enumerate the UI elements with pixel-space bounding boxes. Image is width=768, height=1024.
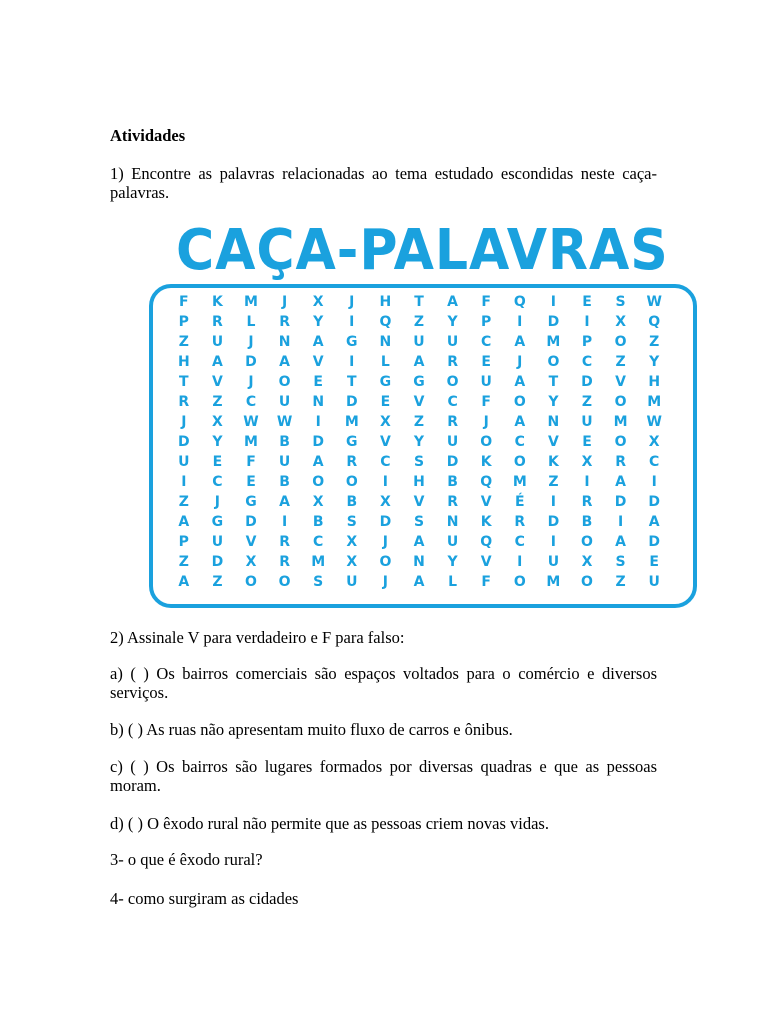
grid-letter: A [279, 354, 291, 370]
grid-letter: M [512, 474, 527, 490]
grid-letter: U [581, 414, 593, 430]
grid-letter: M [344, 414, 359, 430]
grid-letter: X [648, 434, 660, 450]
grid-letter: D [245, 514, 257, 530]
grid-letter: T [414, 294, 424, 310]
grid-letter: A [514, 334, 526, 350]
grid-letter: D [345, 394, 358, 410]
grid-letter: Z [178, 554, 189, 570]
grid-letter: N [547, 414, 560, 430]
grid-letter: U [446, 334, 459, 350]
grid-letter: U [446, 434, 459, 450]
grid-letter: C [447, 394, 458, 410]
grid-letter: B [581, 514, 593, 530]
grid-letter: N [278, 334, 291, 350]
grid-letter: R [178, 394, 190, 410]
grid-letter: H [379, 294, 392, 310]
grid-letter: X [346, 554, 358, 570]
grid-letter: K [480, 514, 492, 530]
grid-letter: D [245, 354, 257, 370]
grid-letter: M [613, 414, 628, 430]
grid-letter: X [379, 414, 391, 430]
grid-letter: A [211, 354, 223, 370]
grid-letter: I [550, 534, 556, 550]
grid-letter: C [649, 454, 660, 470]
grid-letter: X [312, 494, 324, 510]
grid-letter: I [517, 554, 523, 570]
grid-letter: E [313, 374, 323, 390]
grid-letter: J [281, 294, 288, 310]
statement-b: b) ( ) As ruas não apresentam muito fluxo de carros e ônibus. [110, 720, 513, 739]
grid-letter: V [480, 554, 492, 570]
grid-letter: M [244, 294, 258, 310]
grid-letter: G [379, 374, 392, 390]
grid-letter: O [581, 534, 593, 550]
grid-letter: O [614, 334, 627, 350]
grid-letter: V [413, 494, 425, 510]
grid-letter: I [315, 414, 321, 430]
grid-letter: F [481, 294, 491, 310]
grid-letter: V [379, 434, 391, 450]
grid-letter: I [550, 494, 556, 510]
grid-letter: J [248, 374, 254, 390]
grid-letter: Z [615, 574, 626, 590]
grid-letter: J [214, 494, 220, 510]
grid-letter: E [212, 454, 223, 470]
grid-letter: A [413, 534, 425, 550]
grid-letter: X [312, 294, 324, 310]
grid-letter: Z [178, 494, 189, 510]
grid-letter: Z [581, 394, 593, 410]
grid-letter: O [379, 554, 392, 570]
grid-letter: D [614, 494, 627, 510]
grid-letter: P [178, 314, 189, 330]
grid-letter: Q [480, 534, 493, 550]
grid-letter: Y [313, 314, 324, 330]
grid-letter: M [244, 434, 258, 450]
grid-letter: I [651, 474, 657, 490]
grid-letter: C [245, 394, 257, 410]
grid-letter: U [346, 574, 358, 590]
grid-letter: I [617, 514, 624, 530]
grid-letter: Z [178, 334, 189, 350]
grid-letter: J [382, 534, 388, 550]
grid-letter: H [177, 354, 190, 370]
grid-letter: F [179, 294, 189, 310]
grid-letter: Z [212, 574, 223, 590]
grid-letter: Y [649, 354, 660, 370]
grid-letter: I [349, 354, 355, 370]
grid-letter: P [481, 314, 492, 330]
question-1: 1) Encontre as palavras relacionadas ao tema estudado escondidas neste caça-palavras. [110, 164, 657, 202]
grid-letter: D [547, 314, 560, 330]
grid-letter: Z [615, 354, 626, 370]
grid-letter: U [278, 394, 291, 410]
grid-letter: G [346, 334, 358, 350]
grid-letter: X [379, 494, 391, 510]
grid-letter: M [647, 394, 662, 410]
grid-letter: V [312, 354, 324, 370]
grid-letter: O [278, 574, 291, 590]
grid-letter: G [245, 494, 257, 510]
grid-letter: A [615, 474, 627, 490]
grid-letter: O [513, 394, 526, 410]
grid-letter: V [245, 534, 257, 550]
grid-letter: R [279, 554, 290, 570]
grid-letter: J [382, 574, 388, 590]
grid-letter: S [413, 454, 425, 470]
statement-d: d) ( ) O êxodo rural não permite que as pessoas criem novas vidas. [110, 814, 549, 833]
statement-a: a) ( ) Os bairros comerciais são espaços voltados para o comércio e diversos serviços. [110, 664, 657, 702]
grid-letter: M [546, 574, 561, 590]
grid-letter: R [212, 314, 223, 330]
grid-letter: S [413, 514, 425, 530]
grid-letter: B [312, 514, 324, 530]
grid-letter: W [646, 414, 662, 430]
grid-letter: R [447, 414, 458, 430]
grid-letter: O [278, 374, 291, 390]
grid-letter: W [276, 414, 293, 430]
grid-letter: U [648, 574, 660, 590]
word-search-grid [167, 292, 671, 592]
grid-letter: Z [649, 334, 660, 350]
grid-letter: O [245, 574, 257, 590]
grid-letter: E [380, 394, 391, 410]
grid-letter: E [649, 554, 659, 570]
grid-letter: C [514, 534, 525, 550]
grid-letter: V [413, 394, 425, 410]
grid-letter: Q [379, 314, 392, 330]
grid-letter: A [413, 574, 425, 590]
grid-letter: W [646, 294, 662, 310]
grid-letter: U [446, 534, 459, 550]
grid-letter: G [413, 374, 425, 390]
grid-letter: R [279, 314, 290, 330]
grid-letter: J [181, 414, 187, 430]
grid-letter: J [483, 414, 489, 430]
grid-letter: D [446, 454, 459, 470]
grid-letter: U [278, 454, 291, 470]
grid-letter: N [379, 334, 392, 350]
grid-letter: E [582, 434, 592, 450]
grid-letter: V [615, 374, 627, 390]
grid-letter: C [380, 454, 391, 470]
activities-heading: Atividades [110, 126, 186, 145]
grid-letter: D [379, 514, 392, 530]
grid-letter: I [281, 514, 288, 530]
question-3: 3- o que é êxodo rural? [110, 850, 263, 869]
grid-letter: M [546, 334, 561, 350]
grid-letter: D [648, 494, 660, 510]
grid-letter: X [581, 554, 593, 570]
grid-letter: Q [648, 314, 661, 330]
grid-letter: G [211, 514, 224, 530]
grid-letter: D [177, 434, 190, 450]
grid-letter: K [211, 294, 223, 310]
grid-letter: C [581, 354, 593, 370]
grid-letter: O [446, 374, 459, 390]
grid-letter: R [447, 494, 458, 510]
grid-letter: O [345, 474, 358, 490]
grid-letter: H [413, 474, 425, 490]
puzzle-title: CAÇA-PALAVRAS [176, 218, 669, 283]
grid-letter: R [514, 514, 526, 530]
grid-letter: R [615, 454, 626, 470]
grid-letter: I [517, 314, 523, 330]
grid-letter: A [615, 534, 627, 550]
grid-letter: V [480, 494, 492, 510]
grid-letter: Z [548, 474, 559, 490]
grid-letter: Y [212, 434, 223, 450]
grid-letter: S [313, 574, 324, 590]
grid-letter: K [547, 454, 559, 470]
grid-letter: L [448, 574, 458, 590]
grid-letter: D [211, 554, 224, 570]
grid-letter: C [514, 434, 525, 450]
grid-letter: L [246, 314, 256, 330]
grid-letter: X [581, 454, 593, 470]
grid-letter: U [211, 334, 224, 350]
grid-letter: O [614, 434, 627, 450]
grid-letter: C [481, 334, 492, 350]
grid-letter: Z [212, 394, 223, 410]
grid-letter: N [446, 514, 459, 530]
grid-letter: C [313, 534, 324, 550]
grid-letter: U [480, 374, 492, 390]
grid-letter: I [584, 474, 590, 490]
grid-letter: V [211, 374, 223, 390]
grid-letter: É [515, 494, 525, 510]
grid-letter: X [615, 314, 626, 330]
grid-letter: A [447, 294, 459, 310]
grid-letter: B [447, 474, 458, 490]
grid-letter: U [413, 334, 425, 350]
grid-letter: V [547, 434, 559, 450]
grid-letter: O [513, 574, 526, 590]
grid-letter: D [312, 434, 324, 450]
grid-letter: E [582, 294, 592, 310]
grid-letter: Z [413, 414, 425, 430]
grid-letter: R [447, 354, 458, 370]
grid-letter: X [211, 414, 223, 430]
grid-letter: S [615, 554, 626, 570]
grid-letter: B [279, 434, 290, 450]
grid-letter: J [349, 294, 355, 310]
grid-letter: S [615, 294, 626, 310]
grid-letter: R [581, 494, 593, 510]
grid-letter: F [246, 454, 256, 470]
grid-letter: L [380, 354, 390, 370]
grid-letter: R [279, 534, 290, 550]
grid-letter: D [581, 374, 593, 390]
grid-letter: I [181, 474, 187, 490]
grid-letter: O [614, 394, 627, 410]
grid-letter: H [648, 374, 661, 390]
grid-letter: Z [413, 314, 425, 330]
grid-letter: A [514, 374, 526, 390]
grid-letter: B [279, 474, 290, 490]
grid-letter: P [178, 534, 189, 550]
grid-letter: A [514, 414, 526, 430]
grid-letter: D [547, 514, 560, 530]
grid-letter: J [248, 334, 254, 350]
grid-letter: N [312, 394, 325, 410]
grid-letter: U [211, 534, 224, 550]
grid-letter: O [312, 474, 325, 490]
grid-letter: N [413, 554, 425, 570]
grid-letter: Y [447, 314, 458, 330]
grid-letter: D [648, 534, 660, 550]
grid-letter: I [349, 314, 355, 330]
question-4: 4- como surgiram as cidades [110, 889, 299, 908]
statement-c: c) ( ) Os bairros são lugares formados por diversas quadras e que as pessoas moram. [110, 757, 657, 795]
grid-letter: U [547, 554, 560, 570]
grid-letter: Q [513, 294, 526, 310]
grid-letter: F [481, 574, 491, 590]
grid-letter: C [212, 474, 223, 490]
grid-letter: I [550, 294, 556, 310]
grid-letter: J [517, 354, 523, 370]
grid-letter: A [178, 514, 190, 530]
grid-letter: O [480, 434, 493, 450]
grid-letter: A [279, 494, 291, 510]
grid-letter: G [346, 434, 358, 450]
grid-letter: U [178, 454, 190, 470]
grid-letter: O [547, 354, 560, 370]
grid-letter: T [179, 374, 189, 390]
grid-letter: X [346, 534, 358, 550]
grid-letter: B [346, 494, 358, 510]
grid-letter: A [312, 454, 324, 470]
grid-letter: Q [480, 474, 493, 490]
grid-letter: T [347, 374, 357, 390]
grid-letter: Y [447, 554, 458, 570]
grid-letter: O [513, 454, 526, 470]
grid-letter: A [648, 514, 660, 530]
grid-letter: Y [413, 434, 425, 450]
grid-letter: I [584, 314, 590, 330]
grid-letter: S [346, 514, 357, 530]
grid-letter: X [245, 554, 257, 570]
grid-letter: A [312, 334, 324, 350]
grid-letter: F [481, 394, 491, 410]
grid-letter: Y [548, 394, 559, 410]
grid-letter: A [178, 574, 190, 590]
grid-letter: R [346, 454, 358, 470]
grid-letter: E [481, 354, 491, 370]
grid-letter: O [581, 574, 593, 590]
question-2: 2) Assinale V para verdadeiro e F para falso: [110, 628, 405, 647]
grid-letter: I [382, 474, 388, 490]
grid-letter: E [246, 474, 256, 490]
grid-letter: T [548, 374, 559, 390]
grid-letter: A [413, 354, 425, 370]
grid-letter: W [243, 414, 259, 430]
grid-letter: M [311, 554, 326, 570]
grid-letter: K [480, 454, 492, 470]
grid-letter: P [581, 334, 593, 350]
